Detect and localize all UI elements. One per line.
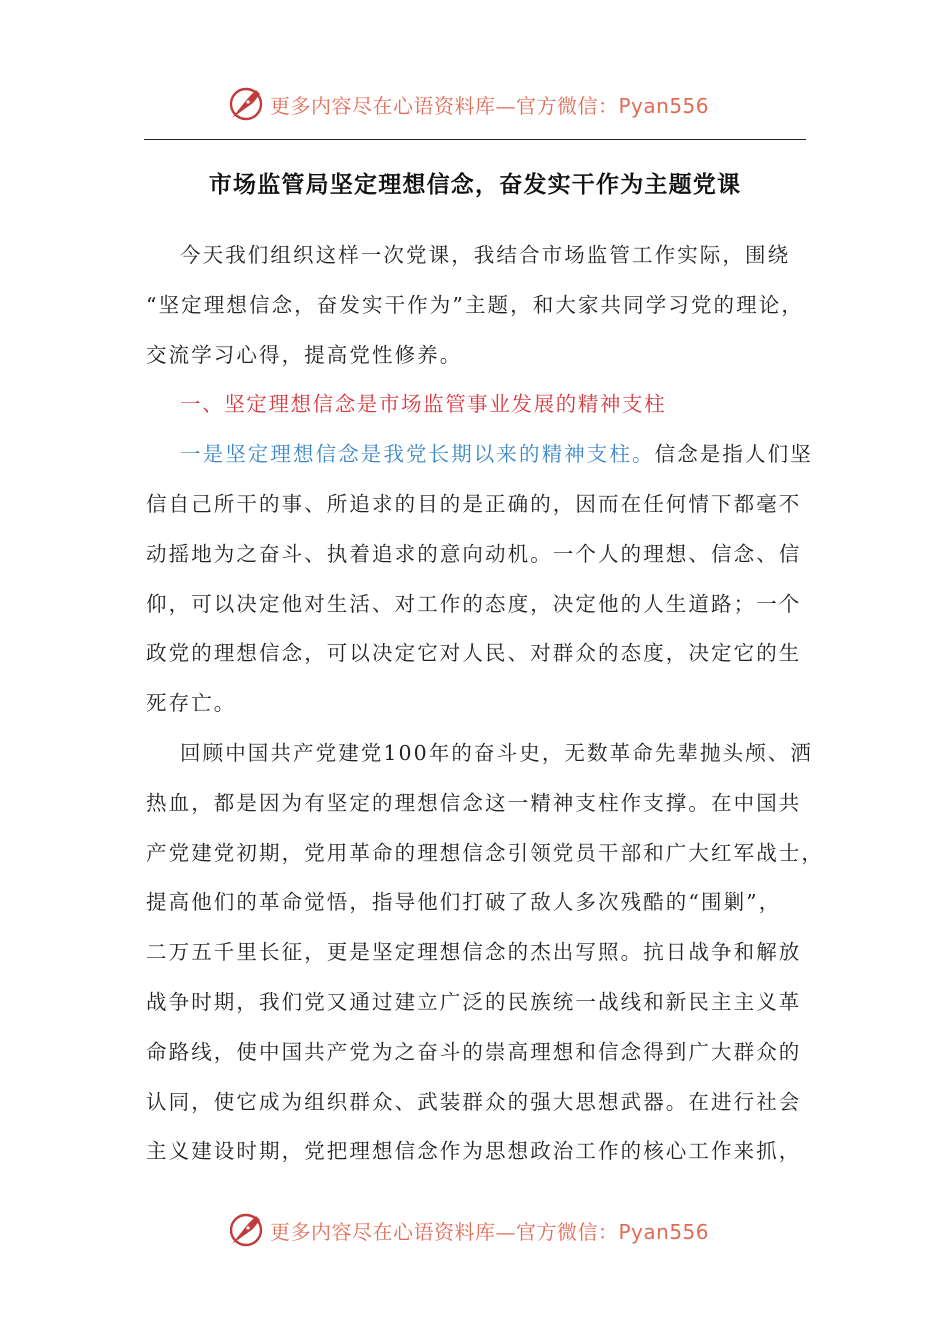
header-wechat-id: Pyan556 <box>618 93 710 118</box>
paragraph-line: 回顾中国共产党建党100年的奋斗史，无数革命先辈抛头颅、洒 <box>180 740 814 765</box>
header-divider <box>144 139 806 140</box>
section-heading: 一、坚定理想信念是市场监管事业发展的精神支柱 <box>180 392 667 417</box>
paragraph-line <box>146 430 813 480</box>
footer-wechat-id: Pyan556 <box>618 1219 710 1244</box>
paragraph-line: 提高他们的革命觉悟，指导他们打破了敌人多次残酷的“围剿”， <box>146 890 782 915</box>
paragraph-line: 产党建党初期，党用革命的理想信念引领党员干部和广大红军战士， <box>146 840 824 865</box>
paragraph-line: 仰，可以决定他对生活、对工作的态度，决定他的人生道路；一个 <box>146 591 802 616</box>
paragraph-line: 死存亡。 <box>146 691 237 716</box>
document-title: 市场监管局坚定理想信念，奋发实干作为主题党课 <box>208 172 742 198</box>
header-banner <box>0 82 950 126</box>
paragraph-line: 主义建设时期，党把理想信念作为思想政治工作的核心工作来抓， <box>146 1139 802 1164</box>
paragraph-line: 交流学习心得，提高党性修养。 <box>146 342 463 367</box>
paragraph-text: 信念是指人们坚 <box>654 442 813 467</box>
paragraph-line: 战争时期，我们党又通过建立广泛的民族统一战线和新民主主义革 <box>146 989 802 1014</box>
paragraph-line: 动摇地为之奋斗、执着追求的意向动机。一个人的理想、信念、信 <box>146 541 802 566</box>
paragraph-line: 热血，都是因为有坚定的理想信念这一精神支柱作支撑。在中国共 <box>146 790 802 815</box>
document-body <box>146 231 824 1177</box>
pen-nib-logo-icon <box>226 84 266 124</box>
paragraph-line: “坚定理想信念，奋发实干作为”主题，和大家共同学习党的理论， <box>146 292 804 317</box>
footer-banner-text: 更多内容尽在心语资料库—官方微信：Pyan556 <box>270 1219 710 1244</box>
paragraph-line: 今天我们组织这样一次党课，我结合市场监管工作实际，围绕 <box>180 243 791 267</box>
paragraph-line: 信自己所干的事、所追求的目的是正确的，因而在任何情下都毫不 <box>146 491 802 516</box>
sub-heading: 一是坚定理想信念是我党长期以来的精神支柱。 <box>180 442 655 467</box>
paragraph-line: 二万五千里长征，更是坚定理想信念的杰出写照。抗日战争和解放 <box>146 940 802 965</box>
header-banner-text: 更多内容尽在心语资料库—官方微信：Pyan556 <box>270 93 710 118</box>
paragraph-line: 认同，使它成为组织群众、武装群众的强大思想武器。在进行社会 <box>146 1089 802 1114</box>
paragraph-line: 命路线，使中国共产党为之奋斗的崇高理想和信念得到广大群众的 <box>146 1039 802 1064</box>
footer-banner <box>0 1208 950 1252</box>
pen-nib-logo-icon <box>226 1210 266 1250</box>
paragraph-line: 政党的理想信念，可以决定它对人民、对群众的态度，决定它的生 <box>146 641 802 666</box>
